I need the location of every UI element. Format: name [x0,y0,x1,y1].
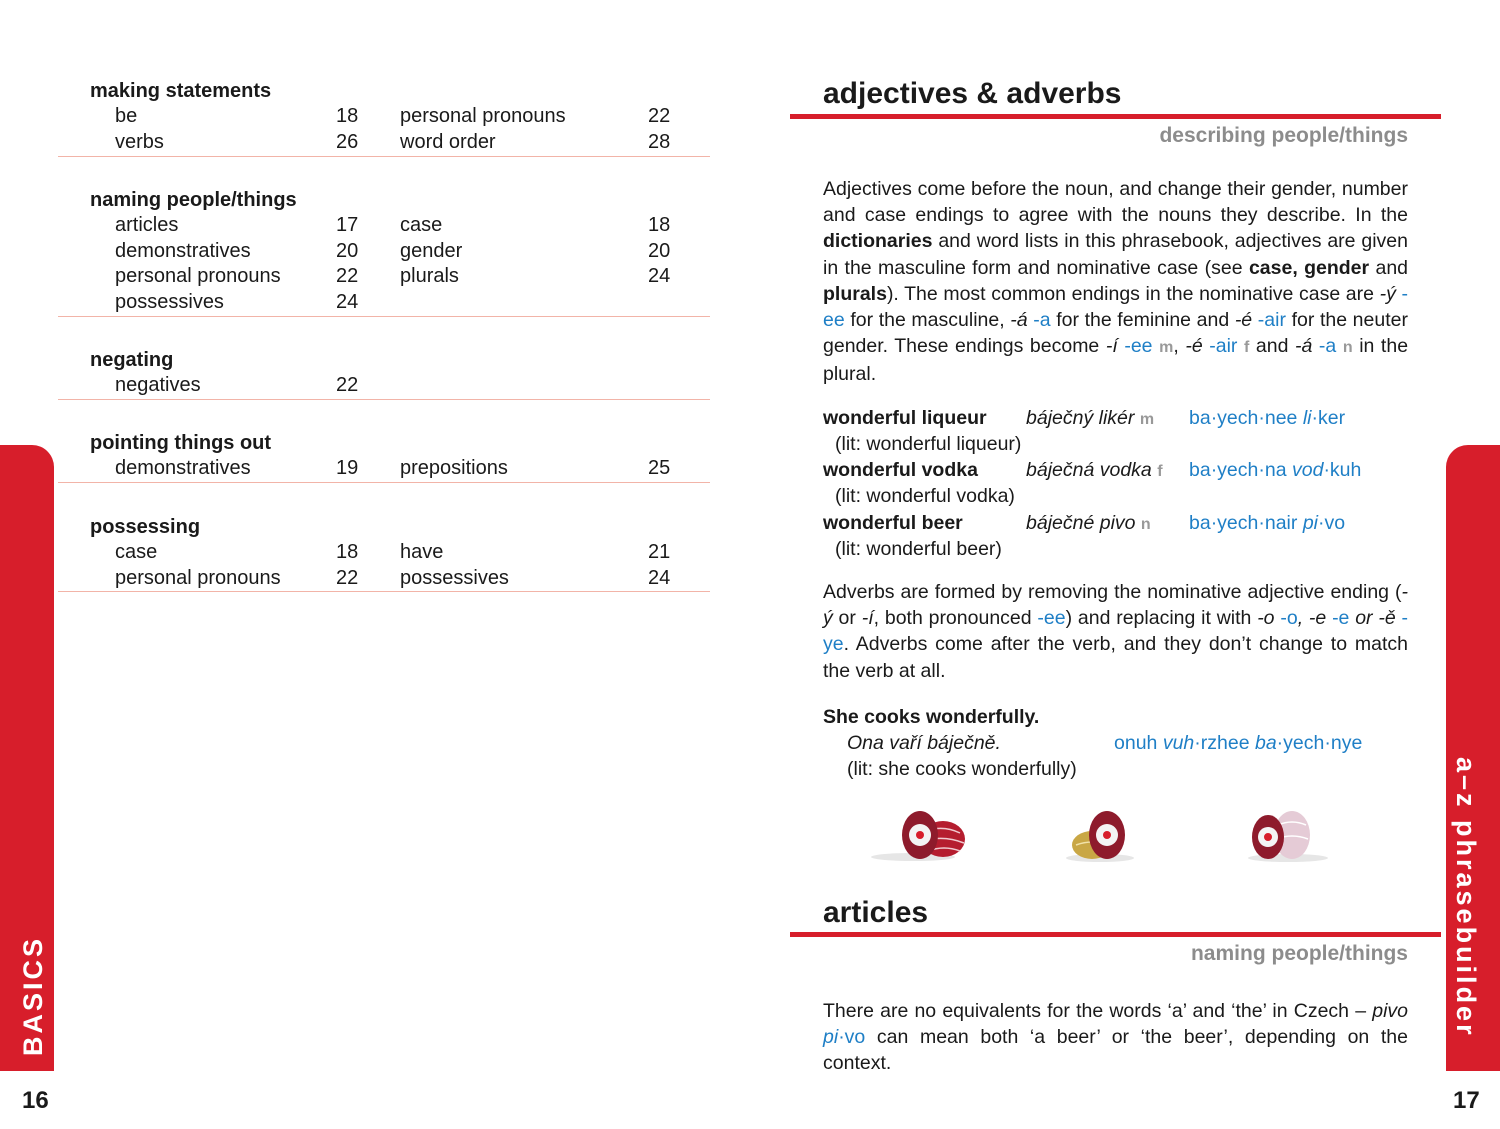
index-topic-link[interactable]: prepositions [400,457,508,479]
index-topic-link[interactable]: be [115,105,138,127]
index-topic-link[interactable]: personal pronouns [115,265,281,287]
index-page-ref: 22 [648,105,671,127]
index-page-ref: 24 [336,290,359,313]
index-group-title: making statements [90,80,272,102]
paragraph-adverbs: Adverbs are formed by removing the nominative adjective ending (-ý or -í, both pronounced -ee) and replacing it with -o -o, -e -e or -ě -ye. Adverbs come after the verb, and they don’t change to match the verb at all. [823,581,1408,682]
section-subhead: naming people/things [1190,942,1408,965]
section-title-adjectives-adverbs: adjectives & adverbs [823,77,1122,110]
index-group-title: negating [90,349,174,371]
index-page-ref: 19 [336,457,359,479]
example-czech: Ona vaří báječně. [847,732,1001,754]
example-pronunciation: ba·yech·nee li·ker [1189,407,1346,429]
index-page-ref: 20 [336,239,359,262]
index-row [90,104,710,130]
index-topic-link[interactable]: personal pronouns [115,566,281,589]
index-group-title: naming people/things [90,189,297,211]
divider [58,591,710,592]
easter-eggs-gold-icon [1060,805,1140,863]
example-literal: (lit: wonderful liqueur) [835,433,1022,455]
section-subhead: describing people/things [1159,124,1408,147]
example-english: wonderful beer [823,512,963,534]
index-topic-link[interactable]: plurals [400,265,459,287]
example-english: She cooks wonderfully. [823,706,1040,728]
example-entry [823,704,1408,784]
example-czech: báječné pivo n [1026,512,1151,534]
index-topic-link[interactable]: possessives [115,290,224,313]
index-row [90,456,710,482]
tab-label-phrasebuilder: a–z phrasebuilder [1451,757,1481,1038]
index-topic-link[interactable]: gender [400,239,463,262]
index-topic-link[interactable]: personal pronouns [400,105,566,127]
index-row [90,213,710,239]
index-row [90,239,710,265]
index-topic-link[interactable]: possessives [400,566,509,589]
index-topic-link[interactable]: have [400,541,444,563]
cross-ref-link[interactable]: dictionaries [823,230,933,253]
index-row [90,540,710,566]
index-page-ref: 20 [648,239,671,262]
divider [58,482,710,483]
example-literal: (lit: wonderful vodka) [835,485,1015,507]
example-czech: báječná vodka f [1026,459,1163,481]
example-pronunciation: onuh vuh·rzhee ba·yech·nye [1114,732,1363,754]
page-number-left: 16 [22,1087,49,1114]
index-page-ref: 22 [336,566,359,589]
easter-eggs-pink-icon [1240,805,1340,863]
tab-label-basics: BASICS [18,935,48,1056]
index-page-ref: 22 [336,265,359,287]
index-group-title: possessing [90,516,201,538]
cross-ref-link[interactable]: plurals [823,282,887,305]
index-page-ref: 18 [336,105,359,127]
index-topic-link[interactable]: case [115,541,158,563]
easter-eggs-red-icon [868,805,978,863]
cross-ref-link[interactable]: case, gender [1248,256,1370,279]
index-page-ref: 25 [648,457,671,479]
example-literal: (lit: she cooks wonderfully) [847,758,1077,780]
index-topic-link[interactable]: demonstratives [115,457,251,479]
example-entry [823,457,1408,509]
divider [58,316,710,317]
index-topic-link[interactable]: articles [115,214,179,236]
example-entry [823,510,1408,562]
example-czech: báječný likér m [1026,407,1155,429]
example-english: wonderful vodka [823,459,978,481]
example-english: wonderful liqueur [823,407,987,429]
index-topic-link[interactable]: word order [400,130,496,153]
index-group-pointing-things-out [90,430,710,482]
example-pronunciation: ba·yech·nair pi·vo [1189,512,1346,534]
page-number-right: 17 [1453,1087,1480,1114]
index-group-negating [90,347,710,399]
index-topic-link[interactable]: verbs [115,130,164,153]
divider [58,399,710,400]
index-page-ref: 18 [336,541,359,563]
index-row [90,566,710,592]
example-pronunciation: ba·yech·na vod·kuh [1189,459,1362,481]
index-group-naming-people-things [90,187,710,315]
index-page-ref: 18 [648,214,671,236]
paragraph-articles: There are no equivalents for the words ‘a’ and ‘the’ in Czech – pivo pi·vo can mean both ‘a beer’ or ‘the beer’, depending on the context. [823,1000,1408,1075]
index-row [90,130,710,156]
index-group-making-statements [90,78,710,155]
index-row [90,373,710,399]
section-title-articles: articles [823,896,929,929]
index-topic-link[interactable]: case [400,214,443,236]
divider [58,156,710,157]
index-page-ref: 28 [648,130,671,153]
example-entry [823,405,1408,457]
index-page-ref: 24 [648,265,671,287]
title-underline [790,932,1441,937]
title-underline [790,114,1441,119]
index-group-possessing [90,514,710,591]
index-row [90,290,710,316]
index-topic-link[interactable]: demonstratives [115,239,251,262]
index-page-ref: 26 [336,130,359,153]
index-row [90,264,710,290]
index-page-ref: 17 [336,214,359,236]
index-page-ref: 22 [336,374,359,396]
index-group-title: pointing things out [90,432,272,454]
example-literal: (lit: wonderful beer) [835,538,1002,560]
index-topic-link[interactable]: negatives [115,374,201,396]
paragraph-adjectives: Adjectives come before the noun, and change their gender, number and case endings to agree with the nouns they describe. In the dictionaries and word lists in this phrasebook, adjectives are given in the masculine form and nominative case (see case, gender and plurals). The most common endings in the nominative case are -ý -ee for the masculine, -á -a for the feminine and -é -air for the neuter gender. These endings become -í -ee m, -é -air f and -á -a n in the plural. [823,178,1409,386]
index-page-ref: 24 [648,566,671,589]
index-page-ref: 21 [648,541,671,563]
